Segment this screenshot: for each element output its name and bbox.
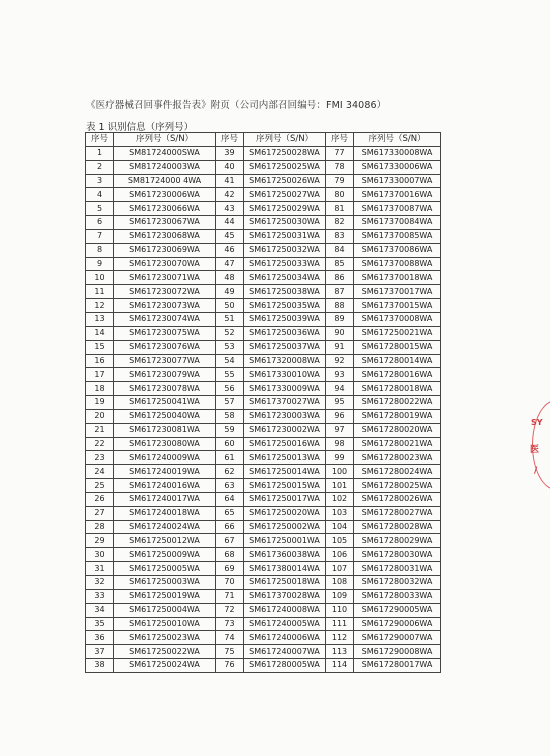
table-row bbox=[86, 534, 441, 548]
index-cell: 49 bbox=[216, 285, 244, 299]
serial-number-cell: SM617230006WA bbox=[114, 188, 216, 202]
serial-number-cell: SM617250005WA bbox=[114, 562, 216, 576]
serial-number-cell: SM617250001WA bbox=[244, 534, 326, 548]
serial-number-cell: SM617240018WA bbox=[114, 506, 216, 520]
table-row bbox=[86, 576, 441, 590]
serial-number-cell: SM617250022WA bbox=[114, 645, 216, 659]
index-cell: 48 bbox=[216, 271, 244, 285]
index-cell: 88 bbox=[326, 299, 354, 313]
serial-number-cell: SM617230076WA bbox=[114, 340, 216, 354]
index-cell: 9 bbox=[86, 257, 114, 271]
table-row bbox=[86, 659, 441, 673]
serial-number-cell: SM617230071WA bbox=[114, 271, 216, 285]
serial-number-cell: SM617230003WA bbox=[244, 409, 326, 423]
serial-number-cell: SM617380014WA bbox=[244, 562, 326, 576]
index-cell: 98 bbox=[326, 437, 354, 451]
serial-number-cell: SM617250037WA bbox=[244, 340, 326, 354]
index-cell: 73 bbox=[216, 617, 244, 631]
index-cell: 44 bbox=[216, 216, 244, 230]
serial-number-cell: SM617370085WA bbox=[354, 229, 441, 243]
index-cell: 35 bbox=[86, 617, 114, 631]
serial-number-cell: SM617240006WA bbox=[244, 631, 326, 645]
index-cell: 53 bbox=[216, 340, 244, 354]
index-cell: 28 bbox=[86, 520, 114, 534]
serial-number-cell: SM617240007WA bbox=[244, 645, 326, 659]
index-cell: 75 bbox=[216, 645, 244, 659]
index-cell: 111 bbox=[326, 617, 354, 631]
index-cell: 39 bbox=[216, 146, 244, 160]
serial-number-cell: SM617250004WA bbox=[114, 603, 216, 617]
serial-number-cell: SM617280023WA bbox=[354, 451, 441, 465]
serial-number-cell: SM617250040WA bbox=[114, 409, 216, 423]
index-cell: 89 bbox=[326, 312, 354, 326]
serial-number-cell: SM617290005WA bbox=[354, 603, 441, 617]
table-row bbox=[86, 617, 441, 631]
index-cell: 5 bbox=[86, 202, 114, 216]
seal-glyph: SY bbox=[531, 418, 543, 427]
index-cell: 103 bbox=[326, 506, 354, 520]
serial-number-cell: SM617250013WA bbox=[244, 451, 326, 465]
index-cell: 8 bbox=[86, 243, 114, 257]
index-cell: 97 bbox=[326, 423, 354, 437]
index-cell: 92 bbox=[326, 354, 354, 368]
seal-glyph: / bbox=[534, 466, 538, 476]
index-cell: 42 bbox=[216, 188, 244, 202]
serial-number-cell: SM617370017WA bbox=[354, 285, 441, 299]
index-cell: 23 bbox=[86, 451, 114, 465]
index-cell: 20 bbox=[86, 409, 114, 423]
table-row bbox=[86, 174, 441, 188]
index-cell: 37 bbox=[86, 645, 114, 659]
serial-number-cell: SM617230070WA bbox=[114, 257, 216, 271]
index-cell: 106 bbox=[326, 548, 354, 562]
serial-number-cell: SM617360038WA bbox=[244, 548, 326, 562]
serial-number-cell: SM617230073WA bbox=[114, 299, 216, 313]
index-cell: 52 bbox=[216, 326, 244, 340]
serial-number-cell: SM617330006WA bbox=[354, 160, 441, 174]
serial-number-cell: SM617290006WA bbox=[354, 617, 441, 631]
serial-number-cell: SM617370027WA bbox=[244, 396, 326, 410]
table-row bbox=[86, 506, 441, 520]
index-cell: 102 bbox=[326, 492, 354, 506]
serial-number-cell: SM617230074WA bbox=[114, 312, 216, 326]
serial-number-cell: SM617250026WA bbox=[244, 174, 326, 188]
index-cell: 65 bbox=[216, 506, 244, 520]
seal-glyph: 医 bbox=[530, 445, 540, 455]
serial-number-cell: SM617280014WA bbox=[354, 354, 441, 368]
index-cell: 109 bbox=[326, 589, 354, 603]
serial-number-cell: SM617280019WA bbox=[354, 409, 441, 423]
table-row bbox=[86, 548, 441, 562]
index-cell: 83 bbox=[326, 229, 354, 243]
index-cell: 74 bbox=[216, 631, 244, 645]
index-cell: 108 bbox=[326, 576, 354, 590]
serial-number-cell: SM617280024WA bbox=[354, 465, 441, 479]
index-cell: 100 bbox=[326, 465, 354, 479]
index-cell: 26 bbox=[86, 492, 114, 506]
serial-number-cell: SM617250041WA bbox=[114, 396, 216, 410]
index-cell: 30 bbox=[86, 548, 114, 562]
index-cell: 58 bbox=[216, 409, 244, 423]
serial-number-cell: SM81724000 4WA bbox=[114, 174, 216, 188]
serial-number-cell: SM617370018WA bbox=[354, 271, 441, 285]
table-row bbox=[86, 202, 441, 216]
index-cell: 69 bbox=[216, 562, 244, 576]
serial-number-cell: SM617250018WA bbox=[244, 576, 326, 590]
index-cell: 57 bbox=[216, 396, 244, 410]
table-row bbox=[86, 589, 441, 603]
table-row bbox=[86, 243, 441, 257]
index-cell: 43 bbox=[216, 202, 244, 216]
index-cell: 93 bbox=[326, 368, 354, 382]
serial-number-cell: SM617250027WA bbox=[244, 188, 326, 202]
serial-number-cell: SM617250014WA bbox=[244, 465, 326, 479]
index-cell: 14 bbox=[86, 326, 114, 340]
serial-number-cell: SM617230066WA bbox=[114, 202, 216, 216]
index-cell: 18 bbox=[86, 382, 114, 396]
index-cell: 51 bbox=[216, 312, 244, 326]
header-serial-2: 序列号（S/N） bbox=[244, 133, 326, 147]
index-cell: 60 bbox=[216, 437, 244, 451]
serial-number-cell: SM617280032WA bbox=[354, 576, 441, 590]
table-row bbox=[86, 188, 441, 202]
index-cell: 64 bbox=[216, 492, 244, 506]
index-cell: 104 bbox=[326, 520, 354, 534]
index-cell: 81 bbox=[326, 202, 354, 216]
serial-number-cell: SM617240024WA bbox=[114, 520, 216, 534]
table-row bbox=[86, 160, 441, 174]
table-row bbox=[86, 562, 441, 576]
serial-number-cell: SM617330009WA bbox=[244, 382, 326, 396]
index-cell: 6 bbox=[86, 216, 114, 230]
serial-number-cell: SM617250038WA bbox=[244, 285, 326, 299]
serial-number-cell: SM617250002WA bbox=[244, 520, 326, 534]
index-cell: 25 bbox=[86, 479, 114, 493]
serial-number-cell: SM617280029WA bbox=[354, 534, 441, 548]
index-cell: 32 bbox=[86, 576, 114, 590]
table-caption: 表 1 识别信息（序列号） bbox=[86, 122, 194, 133]
serial-number-cell: SM617250023WA bbox=[114, 631, 216, 645]
index-cell: 55 bbox=[216, 368, 244, 382]
table-row bbox=[86, 229, 441, 243]
serial-number-cell: SM617230069WA bbox=[114, 243, 216, 257]
company-seal-stamp bbox=[528, 400, 550, 490]
serial-number-cell: SM617280033WA bbox=[354, 589, 441, 603]
table-row bbox=[86, 423, 441, 437]
serial-number-cell: SM617230077WA bbox=[114, 354, 216, 368]
serial-number-cell: SM617370016WA bbox=[354, 188, 441, 202]
index-cell: 94 bbox=[326, 382, 354, 396]
index-cell: 46 bbox=[216, 243, 244, 257]
serial-number-cell: SM617250025WA bbox=[244, 160, 326, 174]
serial-number-cell: SM617250028WA bbox=[244, 146, 326, 160]
index-cell: 36 bbox=[86, 631, 114, 645]
index-cell: 41 bbox=[216, 174, 244, 188]
index-cell: 13 bbox=[86, 312, 114, 326]
serial-number-cell: SM617280030WA bbox=[354, 548, 441, 562]
index-cell: 31 bbox=[86, 562, 114, 576]
table-row bbox=[86, 216, 441, 230]
index-cell: 79 bbox=[326, 174, 354, 188]
table-row bbox=[86, 285, 441, 299]
index-cell: 50 bbox=[216, 299, 244, 313]
index-cell: 114 bbox=[326, 659, 354, 673]
index-cell: 4 bbox=[86, 188, 114, 202]
index-cell: 72 bbox=[216, 603, 244, 617]
index-cell: 85 bbox=[326, 257, 354, 271]
table-row bbox=[86, 368, 441, 382]
index-cell: 113 bbox=[326, 645, 354, 659]
serial-number-cell: SM617250017WA bbox=[244, 492, 326, 506]
header-serial-3: 序列号（S/N） bbox=[354, 133, 441, 147]
serial-number-cell: SM617280028WA bbox=[354, 520, 441, 534]
index-cell: 12 bbox=[86, 299, 114, 313]
serial-number-cell: SM617250034WA bbox=[244, 271, 326, 285]
serial-number-cell: SM617280026WA bbox=[354, 492, 441, 506]
serial-number-cell: SM617240017WA bbox=[114, 492, 216, 506]
serial-number-cell: SM617280025WA bbox=[354, 479, 441, 493]
serial-number-cell: SM617250003WA bbox=[114, 576, 216, 590]
table-row bbox=[86, 396, 441, 410]
serial-number-cell: SM81724000SWA bbox=[114, 146, 216, 160]
serial-number-cell: SM617250030WA bbox=[244, 216, 326, 230]
index-cell: 95 bbox=[326, 396, 354, 410]
index-cell: 71 bbox=[216, 589, 244, 603]
serial-number-cell: SM617280015WA bbox=[354, 340, 441, 354]
serial-number-cell: SM617280020WA bbox=[354, 423, 441, 437]
index-cell: 82 bbox=[326, 216, 354, 230]
table-row bbox=[86, 299, 441, 313]
serial-number-cell: SM617280022WA bbox=[354, 396, 441, 410]
page-title: 《医疗器械召回事件报告表》附页（公司内部召回编号：FMI 34086） bbox=[86, 100, 387, 111]
header-serial-1: 序列号（S/N） bbox=[114, 133, 216, 147]
serial-number-cell: SM617280016WA bbox=[354, 368, 441, 382]
serial-number-table bbox=[85, 132, 441, 673]
serial-number-cell: SM617290008WA bbox=[354, 645, 441, 659]
index-cell: 33 bbox=[86, 589, 114, 603]
index-cell: 47 bbox=[216, 257, 244, 271]
serial-number-cell: SM617250015WA bbox=[244, 479, 326, 493]
serial-number-cell: SM617330007WA bbox=[354, 174, 441, 188]
serial-number-cell: SM617230075WA bbox=[114, 326, 216, 340]
index-cell: 16 bbox=[86, 354, 114, 368]
index-cell: 34 bbox=[86, 603, 114, 617]
index-cell: 62 bbox=[216, 465, 244, 479]
serial-number-cell: SM617280021WA bbox=[354, 437, 441, 451]
table-row bbox=[86, 603, 441, 617]
index-cell: 59 bbox=[216, 423, 244, 437]
index-cell: 84 bbox=[326, 243, 354, 257]
index-cell: 38 bbox=[86, 659, 114, 673]
index-cell: 29 bbox=[86, 534, 114, 548]
table-row bbox=[86, 271, 441, 285]
index-cell: 70 bbox=[216, 576, 244, 590]
serial-number-cell: SM617290007WA bbox=[354, 631, 441, 645]
table-row bbox=[86, 340, 441, 354]
serial-number-cell: SM617370028WA bbox=[244, 589, 326, 603]
serial-number-cell: SM617280005WA bbox=[244, 659, 326, 673]
index-cell: 15 bbox=[86, 340, 114, 354]
index-cell: 96 bbox=[326, 409, 354, 423]
index-cell: 107 bbox=[326, 562, 354, 576]
serial-number-cell: SM617250035WA bbox=[244, 299, 326, 313]
index-cell: 24 bbox=[86, 465, 114, 479]
serial-number-cell: SM617330008WA bbox=[354, 146, 441, 160]
serial-number-cell: SM617320008WA bbox=[244, 354, 326, 368]
serial-number-cell: SM617250036WA bbox=[244, 326, 326, 340]
serial-number-cell: SM617230081WA bbox=[114, 423, 216, 437]
index-cell: 11 bbox=[86, 285, 114, 299]
index-cell: 86 bbox=[326, 271, 354, 285]
index-cell: 80 bbox=[326, 188, 354, 202]
index-cell: 112 bbox=[326, 631, 354, 645]
table-row bbox=[86, 451, 441, 465]
serial-number-cell: SM617240019WA bbox=[114, 465, 216, 479]
table-row bbox=[86, 409, 441, 423]
serial-number-cell: SM617370087WA bbox=[354, 202, 441, 216]
index-cell: 1 bbox=[86, 146, 114, 160]
serial-number-cell: SM617330010WA bbox=[244, 368, 326, 382]
index-cell: 66 bbox=[216, 520, 244, 534]
serial-number-cell: SM617250012WA bbox=[114, 534, 216, 548]
index-cell: 76 bbox=[216, 659, 244, 673]
index-cell: 63 bbox=[216, 479, 244, 493]
serial-number-cell: SM617230072WA bbox=[114, 285, 216, 299]
table-row bbox=[86, 354, 441, 368]
serial-number-cell: SM617240005WA bbox=[244, 617, 326, 631]
serial-number-cell: SM617240016WA bbox=[114, 479, 216, 493]
serial-number-cell: SM617370015WA bbox=[354, 299, 441, 313]
index-cell: 54 bbox=[216, 354, 244, 368]
index-cell: 101 bbox=[326, 479, 354, 493]
serial-number-cell: SM617230068WA bbox=[114, 229, 216, 243]
index-cell: 3 bbox=[86, 174, 114, 188]
header-index-1: 序号 bbox=[86, 133, 114, 147]
index-cell: 77 bbox=[326, 146, 354, 160]
index-cell: 2 bbox=[86, 160, 114, 174]
index-cell: 10 bbox=[86, 271, 114, 285]
index-cell: 99 bbox=[326, 451, 354, 465]
index-cell: 61 bbox=[216, 451, 244, 465]
serial-number-cell: SM617250031WA bbox=[244, 229, 326, 243]
serial-number-cell: SM617370008WA bbox=[354, 312, 441, 326]
serial-number-cell: SM617370084WA bbox=[354, 216, 441, 230]
index-cell: 91 bbox=[326, 340, 354, 354]
table-row bbox=[86, 631, 441, 645]
serial-number-cell: SM617280018WA bbox=[354, 382, 441, 396]
table-row bbox=[86, 437, 441, 451]
table-body bbox=[86, 146, 441, 672]
index-cell: 7 bbox=[86, 229, 114, 243]
serial-number-cell: SM617280031WA bbox=[354, 562, 441, 576]
table-row bbox=[86, 520, 441, 534]
serial-number-cell: SM617240008WA bbox=[244, 603, 326, 617]
serial-number-cell: SM617240009WA bbox=[114, 451, 216, 465]
serial-number-cell: SM617370086WA bbox=[354, 243, 441, 257]
table-row bbox=[86, 645, 441, 659]
serial-number-cell: SM617250039WA bbox=[244, 312, 326, 326]
index-cell: 19 bbox=[86, 396, 114, 410]
serial-number-cell: SM617230079WA bbox=[114, 368, 216, 382]
index-cell: 27 bbox=[86, 506, 114, 520]
serial-number-cell: SM617250021WA bbox=[354, 326, 441, 340]
index-cell: 56 bbox=[216, 382, 244, 396]
serial-number-cell: SM617250019WA bbox=[114, 589, 216, 603]
serial-number-cell: SM617280017WA bbox=[354, 659, 441, 673]
index-cell: 110 bbox=[326, 603, 354, 617]
header-index-3: 序号 bbox=[326, 133, 354, 147]
index-cell: 22 bbox=[86, 437, 114, 451]
table-row bbox=[86, 382, 441, 396]
table-row bbox=[86, 257, 441, 271]
serial-number-cell: SM617230067WA bbox=[114, 216, 216, 230]
table-row bbox=[86, 492, 441, 506]
index-cell: 40 bbox=[216, 160, 244, 174]
serial-number-cell: SM617370088WA bbox=[354, 257, 441, 271]
serial-number-cell: SM617280027WA bbox=[354, 506, 441, 520]
table-row bbox=[86, 479, 441, 493]
table-row bbox=[86, 465, 441, 479]
serial-number-cell: SM617250010WA bbox=[114, 617, 216, 631]
serial-number-cell: SM617230080WA bbox=[114, 437, 216, 451]
index-cell: 90 bbox=[326, 326, 354, 340]
serial-number-cell: SM817240003WA bbox=[114, 160, 216, 174]
serial-number-cell: SM617230002WA bbox=[244, 423, 326, 437]
serial-number-cell: SM617250009WA bbox=[114, 548, 216, 562]
serial-number-cell: SM617230078WA bbox=[114, 382, 216, 396]
table-header-row bbox=[86, 133, 441, 147]
table-row bbox=[86, 146, 441, 160]
serial-number-cell: SM617250032WA bbox=[244, 243, 326, 257]
index-cell: 17 bbox=[86, 368, 114, 382]
serial-number-cell: SM617250033WA bbox=[244, 257, 326, 271]
index-cell: 45 bbox=[216, 229, 244, 243]
index-cell: 67 bbox=[216, 534, 244, 548]
index-cell: 21 bbox=[86, 423, 114, 437]
table-row bbox=[86, 326, 441, 340]
serial-number-cell: SM617250024WA bbox=[114, 659, 216, 673]
index-cell: 105 bbox=[326, 534, 354, 548]
serial-number-cell: SM617250020WA bbox=[244, 506, 326, 520]
header-index-2: 序号 bbox=[216, 133, 244, 147]
index-cell: 68 bbox=[216, 548, 244, 562]
serial-number-cell: SM617250029WA bbox=[244, 202, 326, 216]
serial-number-cell: SM617250016WA bbox=[244, 437, 326, 451]
table-row bbox=[86, 312, 441, 326]
index-cell: 87 bbox=[326, 285, 354, 299]
index-cell: 78 bbox=[326, 160, 354, 174]
